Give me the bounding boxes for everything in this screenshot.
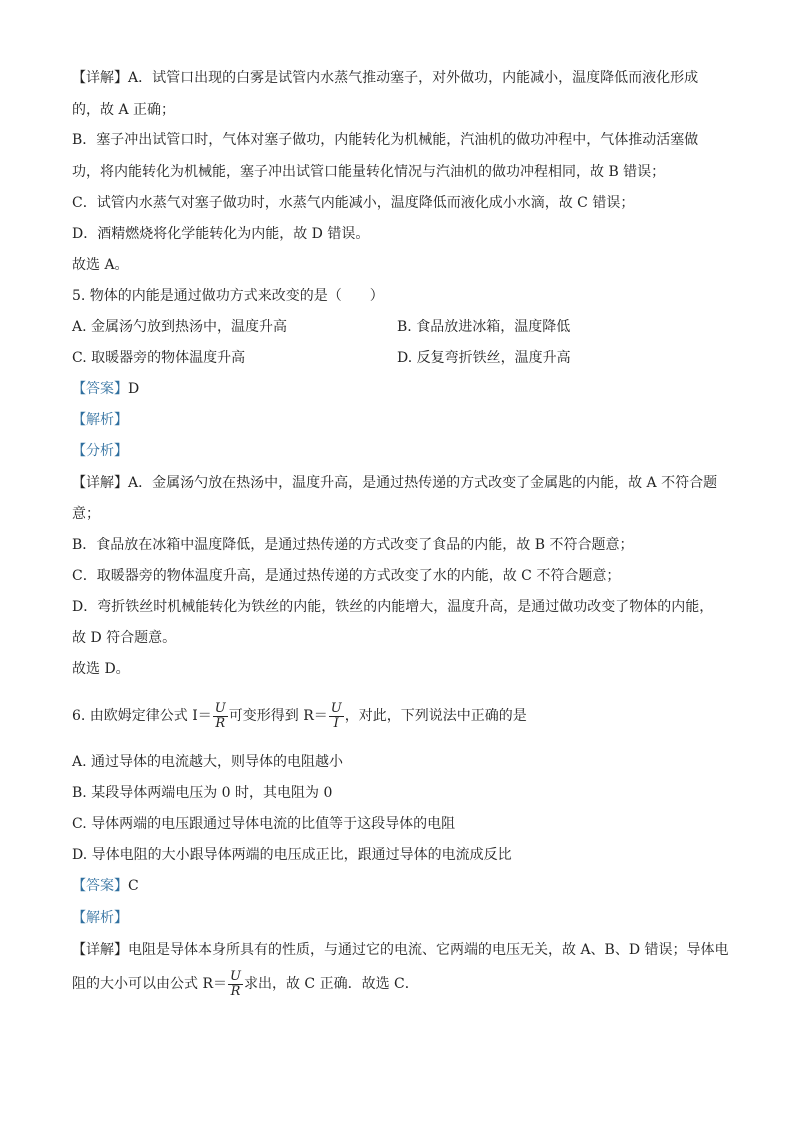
q4-conclusion: 故选 A。 bbox=[72, 257, 129, 273]
q5-option-a: A. 金属汤勺放到热汤中，温度升高 bbox=[72, 319, 288, 335]
ohm-fraction-3 bbox=[228, 970, 243, 999]
q6-detail-pre: 阻的大小可以由公式 R＝ bbox=[72, 976, 227, 992]
q5-detail-line-5: D．弯折铁丝时机械能转化为铁丝的内能，铁丝的内能增大，温度升高，是通过做功改变了物体的内能， bbox=[72, 599, 714, 615]
q5-detail-line-2: 意； bbox=[72, 506, 100, 522]
q4-detail-line-2: 的，故 A 正确； bbox=[72, 102, 176, 118]
q5-option-d: D. 反复弯折铁丝，温度升高 bbox=[397, 350, 571, 366]
q6-detail-line-2 bbox=[72, 968, 419, 1000]
analysis-tag: 【解析】 bbox=[72, 910, 128, 926]
q5-conclusion: 故选 D。 bbox=[72, 661, 130, 677]
fenxi-tag: 【分析】 bbox=[72, 443, 128, 459]
q5-detail-line-4: C．取暖器旁的物体温度升高，是通过热传递的方式改变了水的内能，故 C 不符合题意； bbox=[72, 568, 621, 584]
q5-detail-line-1: 【详解】A．金属汤勺放在热汤中，温度升高，是通过热传递的方式改变了金属匙的内能，故 A 不符合题 bbox=[72, 475, 718, 491]
fraction-denominator: I bbox=[333, 715, 339, 731]
answer-tag: 【答案】 bbox=[72, 381, 128, 397]
q6-answer-line bbox=[72, 876, 139, 896]
q4-detail-line-1: 【详解】A．试管口出现的白雾是试管内水蒸气推动塞子，对外做功，内能减小，温度降低而液化形成 bbox=[72, 70, 699, 86]
q6-option-b: B. 某段导体两端电压为 0 时，其电阻为 0 bbox=[72, 785, 333, 801]
q5-stem: 5. 物体的内能是通过做功方式来改变的是（ ） bbox=[72, 288, 384, 304]
q5-answer: D bbox=[128, 381, 140, 397]
fraction-numerator: U bbox=[214, 700, 226, 716]
ohm-fraction-2 bbox=[329, 702, 344, 731]
q6-stem-pre: 6. 由欧姆定律公式 I＝ bbox=[72, 708, 212, 724]
q5-detail-line-6: 故 D 符合题意。 bbox=[72, 630, 177, 646]
q4-detail-line-6: D．酒精燃烧将化学能转化为内能，故 D 错误。 bbox=[72, 226, 370, 242]
q6-stem bbox=[72, 700, 527, 732]
q5-fenxi-tag bbox=[72, 441, 128, 461]
fraction-numerator: U bbox=[230, 968, 241, 984]
q6-analysis-tag bbox=[72, 908, 128, 928]
analysis-tag: 【解析】 bbox=[72, 412, 128, 428]
fraction-denominator: R bbox=[230, 983, 241, 999]
q4-detail-line-3: B．塞子冲出试管口时，气体对塞子做功，内能转化为机械能，汽油机的做功冲程中，气体推动活塞做 bbox=[72, 132, 699, 148]
answer-tag: 【答案】 bbox=[72, 878, 128, 894]
q6-option-d: D. 导体电阻的大小跟导体两端的电压成正比，跟通过导体的电流成反比 bbox=[72, 847, 512, 863]
q6-answer: C bbox=[128, 878, 139, 894]
q5-answer-line bbox=[72, 379, 139, 399]
q4-detail-line-4: 功，将内能转化为机械能，塞子冲出试管口能量转化情况与汽油机的做功冲程相同，故 B 错误； bbox=[72, 164, 666, 180]
q6-option-c: C. 导体两端的电压跟通过导体电流的比值等于这段导体的电阻 bbox=[72, 816, 456, 832]
q5-detail-line-3: B．食品放在冰箱中温度降低，是通过热传递的方式改变了食品的内能，故 B 不符合题意； bbox=[72, 537, 634, 553]
q6-option-a: A. 通过导体的电流越大，则导体的电阻越小 bbox=[72, 754, 344, 770]
q6-stem-mid: 可变形得到 R＝ bbox=[228, 708, 328, 724]
q5-option-b: B. 食品放进冰箱，温度降低 bbox=[397, 319, 571, 335]
fraction-numerator: U bbox=[330, 700, 342, 716]
fraction-denominator: R bbox=[215, 715, 226, 731]
q4-detail-line-5: C．试管内水蒸气对塞子做功时，水蒸气内能减小，温度降低而液化成小水滴，故 C 错误； bbox=[72, 195, 635, 211]
ohm-fraction-1 bbox=[213, 702, 228, 731]
q6-stem-post: ，对此，下列说法中正确的是 bbox=[344, 708, 527, 724]
q5-analysis-tag bbox=[72, 410, 128, 430]
q6-detail-post: 求出，故 C 正确．故选 C． bbox=[243, 976, 419, 992]
q6-detail-line-1: 【详解】电阻是导体本身所具有的性质，与通过它的电流、它两端的电压无关，故 A、B、D 错误；导体电 bbox=[72, 942, 729, 958]
q5-option-c: C. 取暖器旁的物体温度升高 bbox=[72, 350, 246, 366]
